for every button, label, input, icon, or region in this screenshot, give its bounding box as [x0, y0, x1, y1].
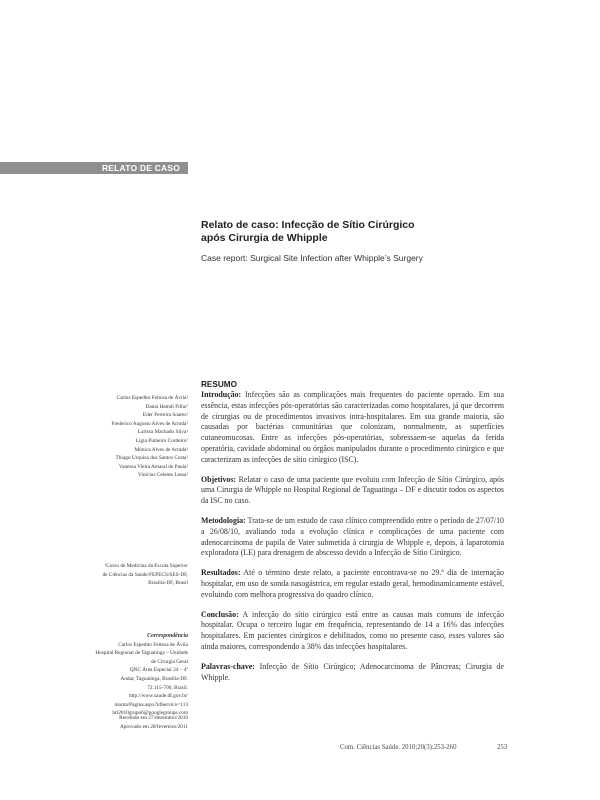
correspondence-url[interactable]: http://www.saude.df.gov.br/	[128, 693, 188, 700]
section-label-conclusion: Conclusão:	[201, 609, 239, 619]
author: Thiago Urquiza dos Santos Costa¹	[115, 455, 188, 462]
author: Frederico Augusto Alves de Arruda¹	[111, 420, 188, 427]
approved-date: Aprovado em 28/fevereiro/2011	[119, 723, 188, 730]
author: Mônica Alves de Arruda¹	[134, 446, 188, 453]
intro-text: Infecções são as complicações mais frequentes do paciente operado. Em sua essência, estas infecções pós-operatórias são caracterizadas como hospitalares, já que decorrem de cirurgias ou de procedimentos invasivos intra-hospitalares. Em sua grande maioria, são causadas por bactérias comunitárias que colonizam, normalmente, as superfícies cutaneomucosas. Entre as infecções pós-operatórias, sobressaem-se aquelas da ferida operatória, cavidade abdominal ou órgãos manipulados durante o procedimento cirúrgico e que caracterizam as infecções de sítio cirúrgico (ISC).	[201, 390, 504, 464]
correspondence-line: QNC Área Especial 24 – 4º	[129, 667, 188, 674]
correspondence-url[interactable]: monta/Pagina.aspx?idServico=113	[114, 701, 188, 708]
affiliation-line: Brasília-DF, Brasil	[148, 580, 188, 587]
received-date: Recebido em 27/dezembro/2010	[119, 715, 188, 721]
keywords-text: Infecção de Sítio Cirúrgico; Adenocarcinoma de Pâncreas; Cirurgia de Whipple.	[201, 661, 504, 682]
section-label-intro: Introdução:	[201, 390, 242, 399]
correspondence-line: de Cirurgia Geral	[151, 658, 188, 665]
author: Eder Ferreira Soares¹	[142, 412, 188, 419]
abstract-conclusion	[201, 610, 504, 653]
abstract	[201, 380, 504, 692]
abstract-keywords	[201, 662, 504, 684]
correspondence-line: Carlos Espedito Feitosa de Ávila	[118, 641, 188, 648]
section-label-band	[0, 162, 188, 174]
section-label-results: Resultados:	[201, 568, 241, 578]
author: Ligia Pinheiro Cordeiro¹	[135, 437, 188, 444]
correspondence-line: 72.115-700, Brasil.	[147, 684, 188, 691]
abstract-introduction	[201, 390, 504, 466]
correspondence-heading: Correspondência	[147, 633, 188, 639]
author: Carlos Espedito Feitosa de Ávila¹	[116, 395, 188, 401]
article-title	[201, 219, 541, 245]
correspondence-line: Andar, Taguatinga, Brasília-DF.	[120, 675, 188, 682]
correspondence-line: Hospital Regional de Taguatinga – Unidade	[95, 650, 188, 657]
results-text: Até o término deste relato, a paciente encontrava-se no 29.º dia de internação hospitalar, em uso de sonda nasogástrica, em regular estado geral, hemodinamicamente estável, evoluindo com melhora progressiva do quadro clínico.	[201, 568, 504, 599]
author: Danai Hamdi Filho¹	[145, 403, 188, 410]
page-number: 253	[497, 744, 508, 751]
correspondence	[78, 632, 188, 718]
author: Vinícius Celente Lessa¹	[137, 472, 188, 479]
methodology-text: Trata-se de um estudo de caso clínico compreendido entre o período de 27/07/10 a 26/08/10, avaliando toda a evolução clínica e complicações de uma paciente com adenocarcinoma de papila de Vater submetida à cirurgia de Whipple e, depois, à laparotomia exploradora (LE) para drenagem de abscesso devido a Infecção de Sítio Cirúrgico.	[201, 515, 504, 558]
section-label-keywords: Palavras-chave:	[201, 661, 255, 671]
affiliation-line: ¹Curso de Medicina da Escola Superior	[104, 563, 188, 569]
title-line-1: Relato de caso: Infecção de Sítio Cirúrgico	[201, 219, 415, 231]
author: Vanessa Vieira Amaral de Paula¹	[118, 463, 188, 470]
abstract-results	[201, 568, 504, 600]
author: Larissa Machado Silva¹	[137, 429, 188, 436]
page-footer	[340, 744, 510, 751]
conclusion-text: A infecção do sítio cirúrgico está entre as causas mais comuns de infecção hospitalar. Ocupa o terceiro lugar em frequência, representando de 14 a 16% das infecções hospitalares. Em pacientes cirúrgicos e debilitados, como no presente caso, esses valores são ainda maiores, correspondendo a 38% das infecções hospitalares.	[201, 609, 504, 651]
affiliation	[78, 562, 188, 588]
author-list	[111, 394, 188, 480]
article-subtitle: Case report: Surgical Site Infection after Whipple’s Surgery	[201, 253, 423, 263]
title-line-2: após Cirurgia de Whipple	[201, 232, 328, 244]
section-label-objectives: Objetivos:	[201, 474, 237, 484]
abstract-objectives	[201, 475, 504, 507]
section-label-methodology: Metodologia:	[201, 515, 246, 525]
abstract-heading: RESUMO	[201, 380, 237, 389]
affiliation-line: de Ciências da Saúde/FEPECS/SES-DF,	[102, 571, 188, 578]
section-label: RELATO DE CASO	[101, 163, 180, 173]
submission-dates	[119, 714, 188, 731]
abstract-methodology	[201, 516, 504, 559]
objectives-text: Relatar o caso de uma paciente que evoluiu com Infecção de Sítio Cirúrgico, após uma Cirurgia de Whipple no Hospital Regional de Taguatinga – DF e discutir todos os aspectos da ISC no caso.	[201, 474, 504, 506]
correspondence-email[interactable]: hrt2010grupo6@googlegroups.com	[112, 710, 188, 717]
journal-citation: Com. Ciências Saúde. 2010;20(3):253-260	[340, 744, 457, 751]
